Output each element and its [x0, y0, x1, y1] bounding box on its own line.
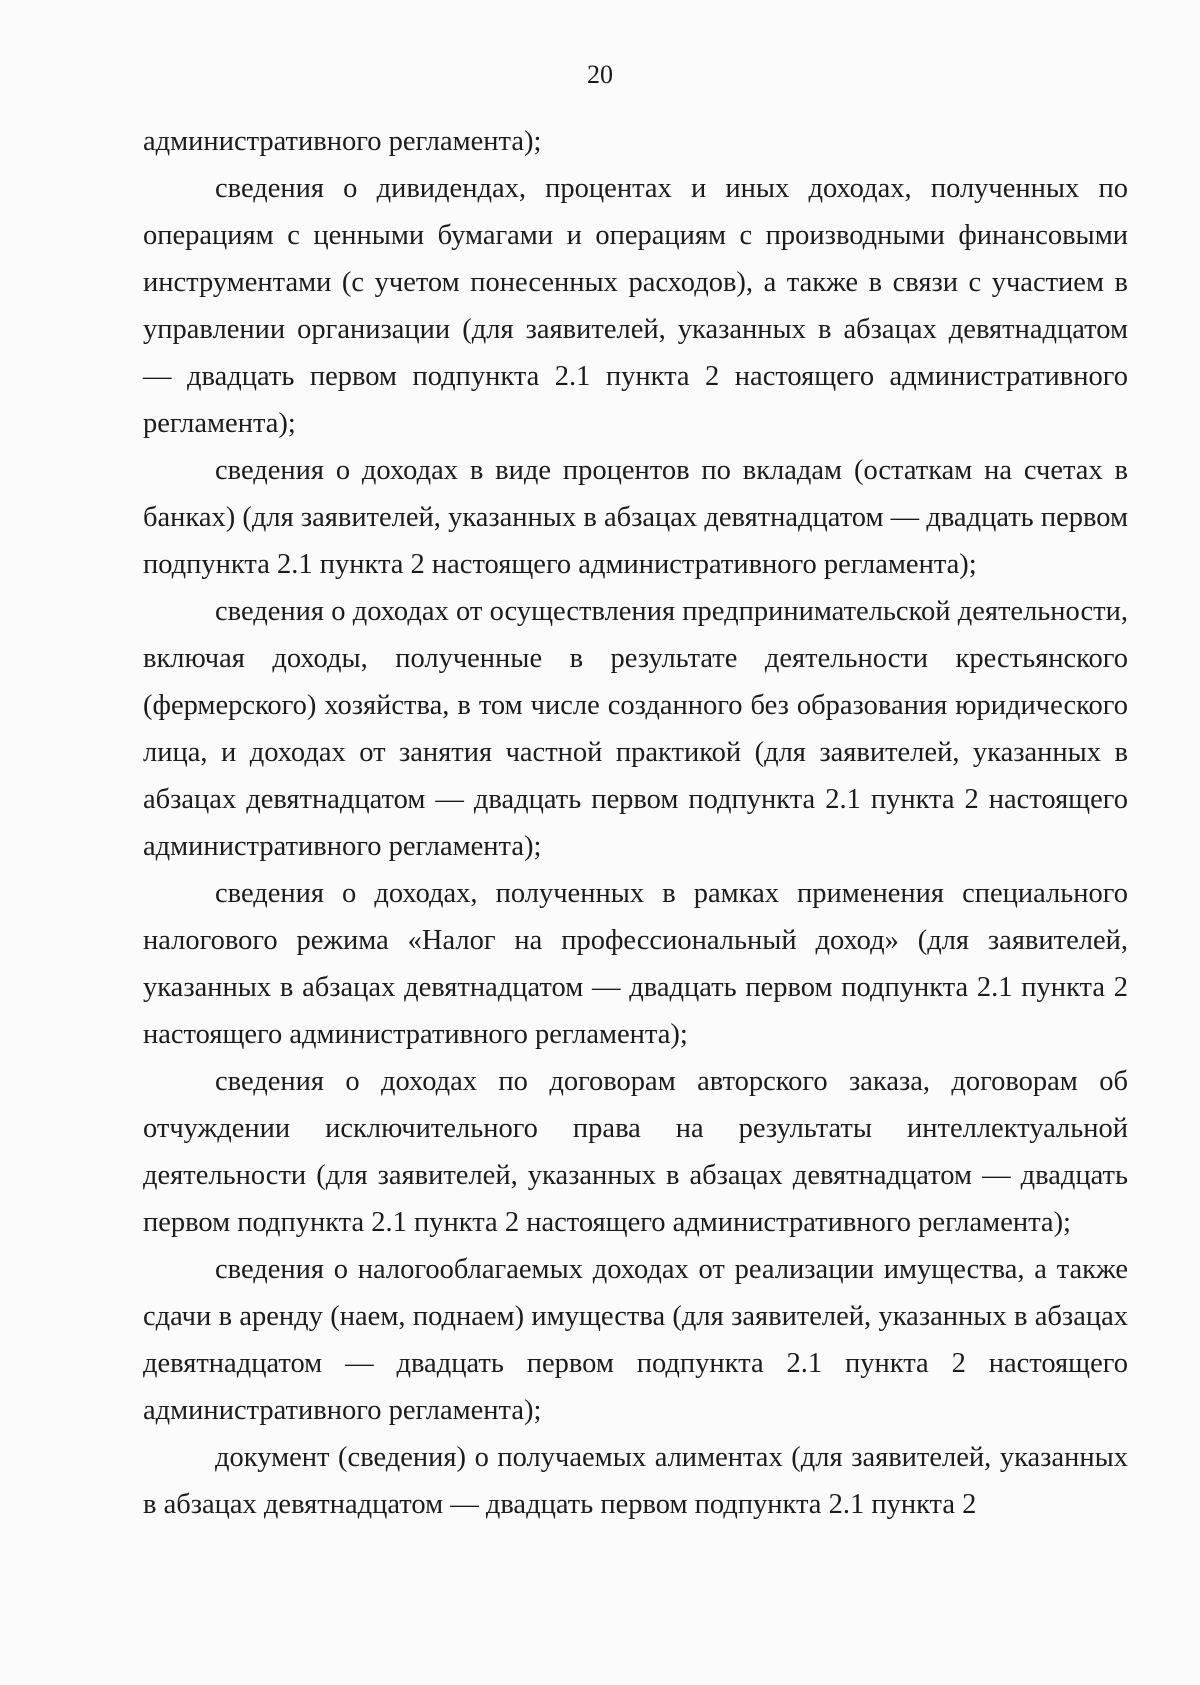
- page-number: 20: [587, 60, 613, 89]
- paragraph-property-income: сведения о налогооблагаемых доходах от реализации имущества, а также сдачи в аренду (наем, поднаем) имущества (для заявителей, указанных в абзацах девятнадцатом — двадцать первом подпункта 2.1 пункта 2 настоящего административного регламента);: [143, 1254, 1128, 1426]
- paragraph-alimony: документ (сведения) о получаемых алиментах (для заявителей, указанных в абзацах девятнадцатом — двадцать первом подпункта 2.1 пункта 2: [143, 1442, 1128, 1520]
- paragraph-business-income: сведения о доходах от осуществления предпринимательской деятельности, включая доходы, полученные в результате деятельности крестьянского (фермерского) хозяйства, в том числе созданного без образования юридического лица, и доходах от занятия частной практикой (для заявителей, указанных в абзацах девятнадцатом — двадцать первом подпункта 2.1 пункта 2 настоящего административного регламента);: [143, 596, 1128, 862]
- paragraph-continuation: административного регламента);: [143, 126, 542, 157]
- paragraph-dividends: сведения о дивидендах, процентах и иных доходах, полученных по операциям с ценными бумагами и операциям с производными финансовыми инструментами (с учетом понесенных расходов), а также в связи с участием в управлении организации (для заявителей, указанных в абзацах девятнадцатом — двадцать первом подпункта 2.1 пункта 2 настоящего административного регламента);: [143, 173, 1128, 439]
- paragraph-deposit-interest: сведения о доходах в виде процентов по вкладам (остаткам на счетах в банках) (для заявителей, указанных в абзацах девятнадцатом — двадцать первом подпункта 2.1 пункта 2 настоящего административного регламента);: [143, 455, 1128, 580]
- paragraph-professional-income-tax: сведения о доходах, полученных в рамках применения специального налогового режима «Налог на профессиональный доход» (для заявителей, указанных в абзацах девятнадцатом — двадцать первом подпункта 2.1 пункта 2 настоящего административного регламента);: [143, 878, 1128, 1050]
- document-body: [143, 118, 1128, 1528]
- paragraph-author-contracts: сведения о доходах по договорам авторского заказа, договорам об отчуждении исключительного права на результаты интеллектуальной деятельности (для заявителей, указанных в абзацах девятнадцатом — двадцать первом подпункта 2.1 пункта 2 настоящего административного регламента);: [143, 1066, 1128, 1238]
